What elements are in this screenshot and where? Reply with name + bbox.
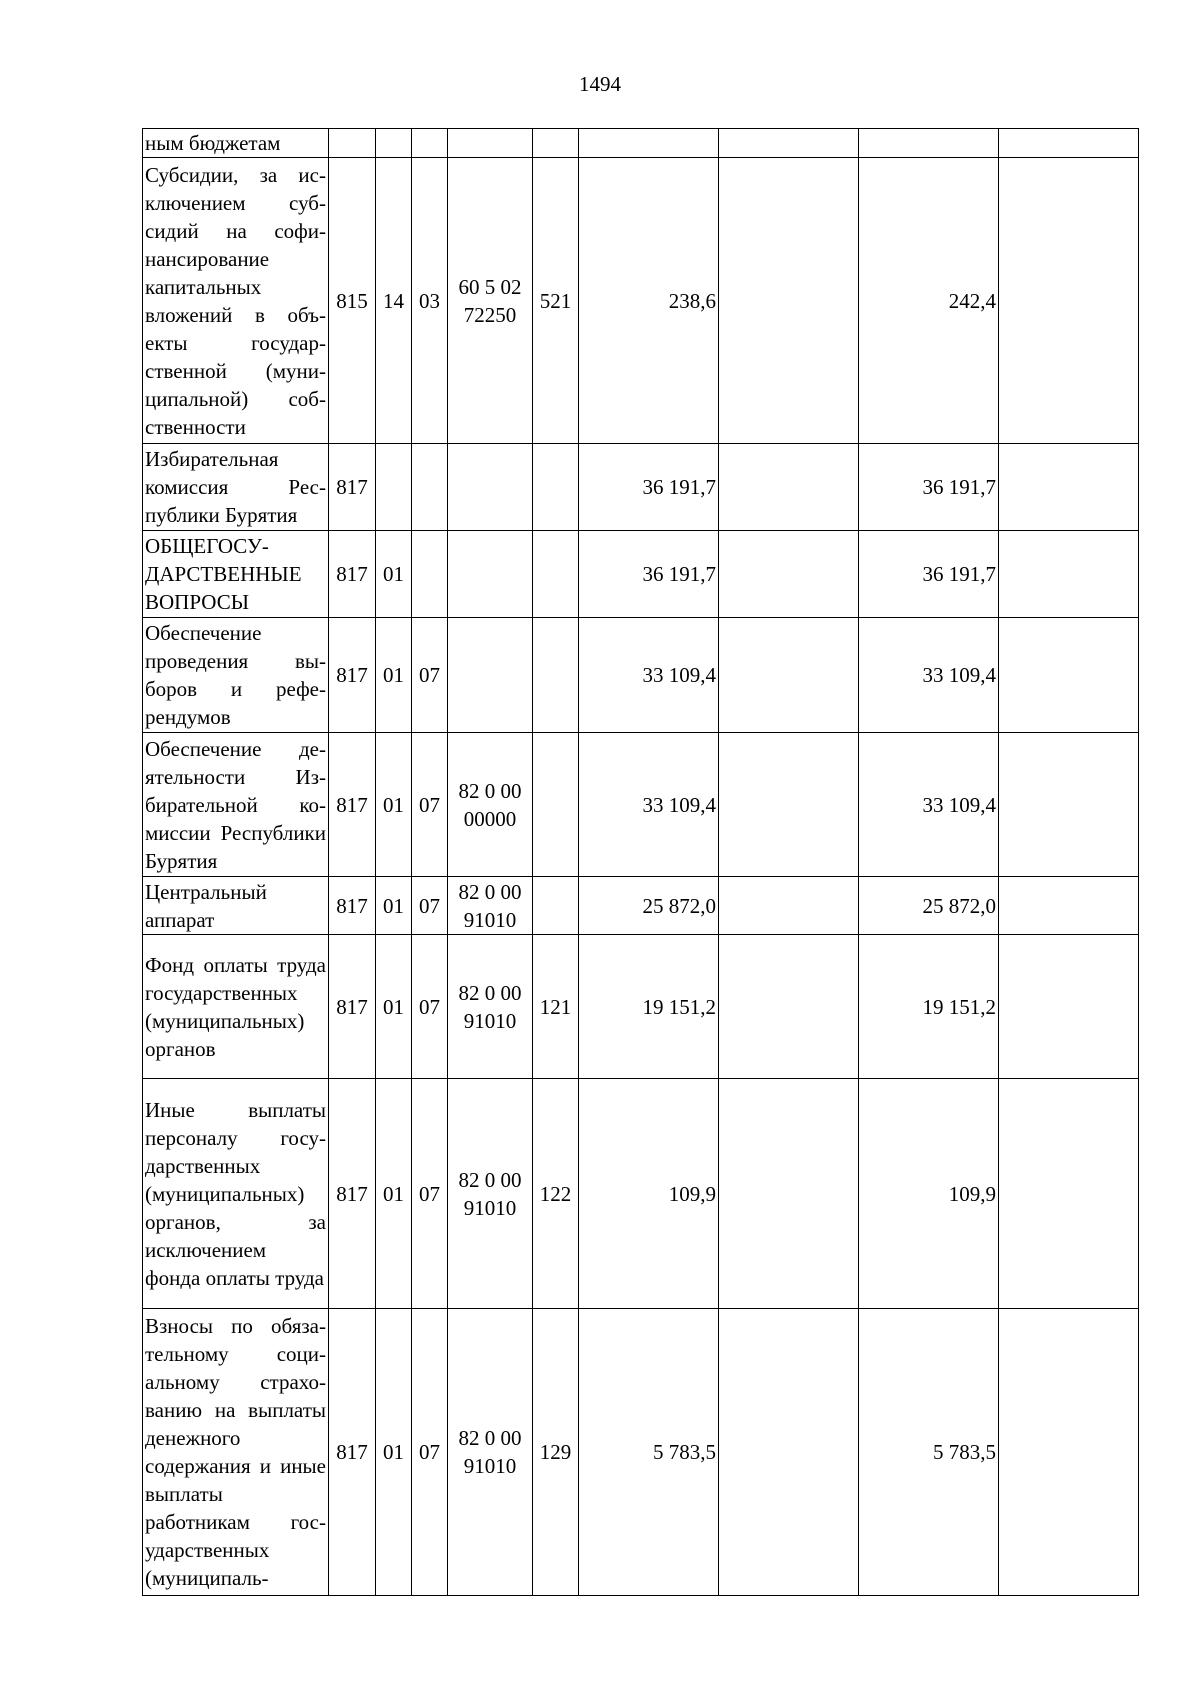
subsection-code: 07 <box>412 1079 448 1309</box>
table-row <box>143 444 1139 531</box>
amount-col-2 <box>719 733 859 877</box>
amount-col-2 <box>719 618 859 733</box>
expense-type-code: 521 <box>533 158 579 444</box>
expense-type-code <box>533 877 579 935</box>
item-name: Взносы по обязательному социальному страхованию на выплаты денежного содержания и иные выплаты работникам государственных (муниципаль- <box>143 1309 329 1596</box>
amount-col-2 <box>719 877 859 935</box>
section-code: 01 <box>376 935 412 1079</box>
subsection-code: 07 <box>412 733 448 877</box>
target-article-code: 82 0 00 91010 <box>448 935 533 1079</box>
expense-type-code <box>533 531 579 618</box>
subsection-code: 07 <box>412 935 448 1079</box>
amount-year-1 <box>579 129 719 158</box>
amount-col-4 <box>999 531 1139 618</box>
item-name: Обеспечение деятельности Избирательной комиссии Республики Бурятия <box>143 733 329 877</box>
page-number: 1494 <box>579 72 621 96</box>
table-row <box>143 1079 1139 1309</box>
subsection-code: 07 <box>412 618 448 733</box>
amount-year-1: 36 191,7 <box>579 531 719 618</box>
amount-year-1: 109,9 <box>579 1079 719 1309</box>
subsection-code <box>412 129 448 158</box>
admin-code: 817 <box>329 1079 376 1309</box>
amount-year-1: 25 872,0 <box>579 877 719 935</box>
admin-code: 817 <box>329 444 376 531</box>
amount-col-2 <box>719 1079 859 1309</box>
item-name: Фонд оплаты труда государственных (муниципальных) органов <box>143 935 329 1079</box>
expense-type-code <box>533 733 579 877</box>
subsection-code: 07 <box>412 1309 448 1596</box>
amount-year-2: 25 872,0 <box>859 877 999 935</box>
item-name: Иные выплаты персоналу государственных (муниципальных) органов, за исключением фонда оплаты труда <box>143 1079 329 1309</box>
amount-col-2 <box>719 1309 859 1596</box>
budget-table <box>142 128 1139 1596</box>
table-body <box>143 129 1139 1596</box>
expense-type-code: 122 <box>533 1079 579 1309</box>
item-name: ОБЩЕГОСУДАРСТВЕННЫЕ ВОПРОСЫ <box>143 531 329 618</box>
amount-col-4 <box>999 877 1139 935</box>
subsection-code <box>412 531 448 618</box>
item-name: ным бюджетам <box>143 129 329 158</box>
section-code: 01 <box>376 1079 412 1309</box>
amount-year-2: 33 109,4 <box>859 618 999 733</box>
amount-col-2 <box>719 531 859 618</box>
section-code: 01 <box>376 531 412 618</box>
admin-code: 817 <box>329 877 376 935</box>
amount-year-2 <box>859 129 999 158</box>
amount-col-4 <box>999 129 1139 158</box>
target-article-code: 82 0 00 91010 <box>448 877 533 935</box>
amount-col-2 <box>719 935 859 1079</box>
table-row <box>143 618 1139 733</box>
target-article-code: 82 0 00 00000 <box>448 733 533 877</box>
amount-col-2 <box>719 158 859 444</box>
amount-year-2: 36 191,7 <box>859 444 999 531</box>
expense-type-code <box>533 129 579 158</box>
amount-col-2 <box>719 129 859 158</box>
amount-year-1: 33 109,4 <box>579 618 719 733</box>
amount-col-4 <box>999 733 1139 877</box>
target-article-code: 82 0 00 91010 <box>448 1309 533 1596</box>
expense-type-code: 129 <box>533 1309 579 1596</box>
amount-year-2: 19 151,2 <box>859 935 999 1079</box>
item-name: Избирательная комиссия Республики Бурятия <box>143 444 329 531</box>
expense-type-code <box>533 444 579 531</box>
admin-code <box>329 129 376 158</box>
admin-code: 817 <box>329 531 376 618</box>
amount-year-1: 36 191,7 <box>579 444 719 531</box>
target-article-code: 60 5 02 72250 <box>448 158 533 444</box>
admin-code: 817 <box>329 935 376 1079</box>
amount-col-4 <box>999 618 1139 733</box>
admin-code: 817 <box>329 1309 376 1596</box>
item-name: Обеспечение проведения выборов и референдумов <box>143 618 329 733</box>
table-row <box>143 531 1139 618</box>
amount-year-1: 33 109,4 <box>579 733 719 877</box>
amount-year-2: 33 109,4 <box>859 733 999 877</box>
target-article-code <box>448 531 533 618</box>
expense-type-code <box>533 618 579 733</box>
table-row <box>143 935 1139 1079</box>
item-name: Субсидии, за исключением субсидий на софинансирование капитальных вложений в объекты государственной (муниципальной) собственности <box>143 158 329 444</box>
target-article-code: 82 0 00 91010 <box>448 1079 533 1309</box>
subsection-code <box>412 444 448 531</box>
section-code: 01 <box>376 1309 412 1596</box>
section-code: 01 <box>376 733 412 877</box>
table-row <box>143 877 1139 935</box>
amount-col-4 <box>999 1309 1139 1596</box>
amount-col-4 <box>999 158 1139 444</box>
section-code <box>376 444 412 531</box>
section-code <box>376 129 412 158</box>
amount-year-2: 242,4 <box>859 158 999 444</box>
target-article-code <box>448 618 533 733</box>
amount-col-4 <box>999 444 1139 531</box>
admin-code: 817 <box>329 618 376 733</box>
section-code: 01 <box>376 618 412 733</box>
amount-col-2 <box>719 444 859 531</box>
amount-year-1: 19 151,2 <box>579 935 719 1079</box>
target-article-code <box>448 444 533 531</box>
section-code: 14 <box>376 158 412 444</box>
table-row <box>143 129 1139 158</box>
item-name: Центральный аппарат <box>143 877 329 935</box>
amount-year-1: 5 783,5 <box>579 1309 719 1596</box>
amount-year-2: 36 191,7 <box>859 531 999 618</box>
table-row <box>143 733 1139 877</box>
subsection-code: 07 <box>412 877 448 935</box>
amount-year-1: 238,6 <box>579 158 719 444</box>
admin-code: 815 <box>329 158 376 444</box>
section-code: 01 <box>376 877 412 935</box>
admin-code: 817 <box>329 733 376 877</box>
amount-col-4 <box>999 1079 1139 1309</box>
target-article-code <box>448 129 533 158</box>
subsection-code: 03 <box>412 158 448 444</box>
table-row <box>143 158 1139 444</box>
amount-col-4 <box>999 935 1139 1079</box>
amount-year-2: 5 783,5 <box>859 1309 999 1596</box>
expense-type-code: 121 <box>533 935 579 1079</box>
table-row <box>143 1309 1139 1596</box>
amount-year-2: 109,9 <box>859 1079 999 1309</box>
